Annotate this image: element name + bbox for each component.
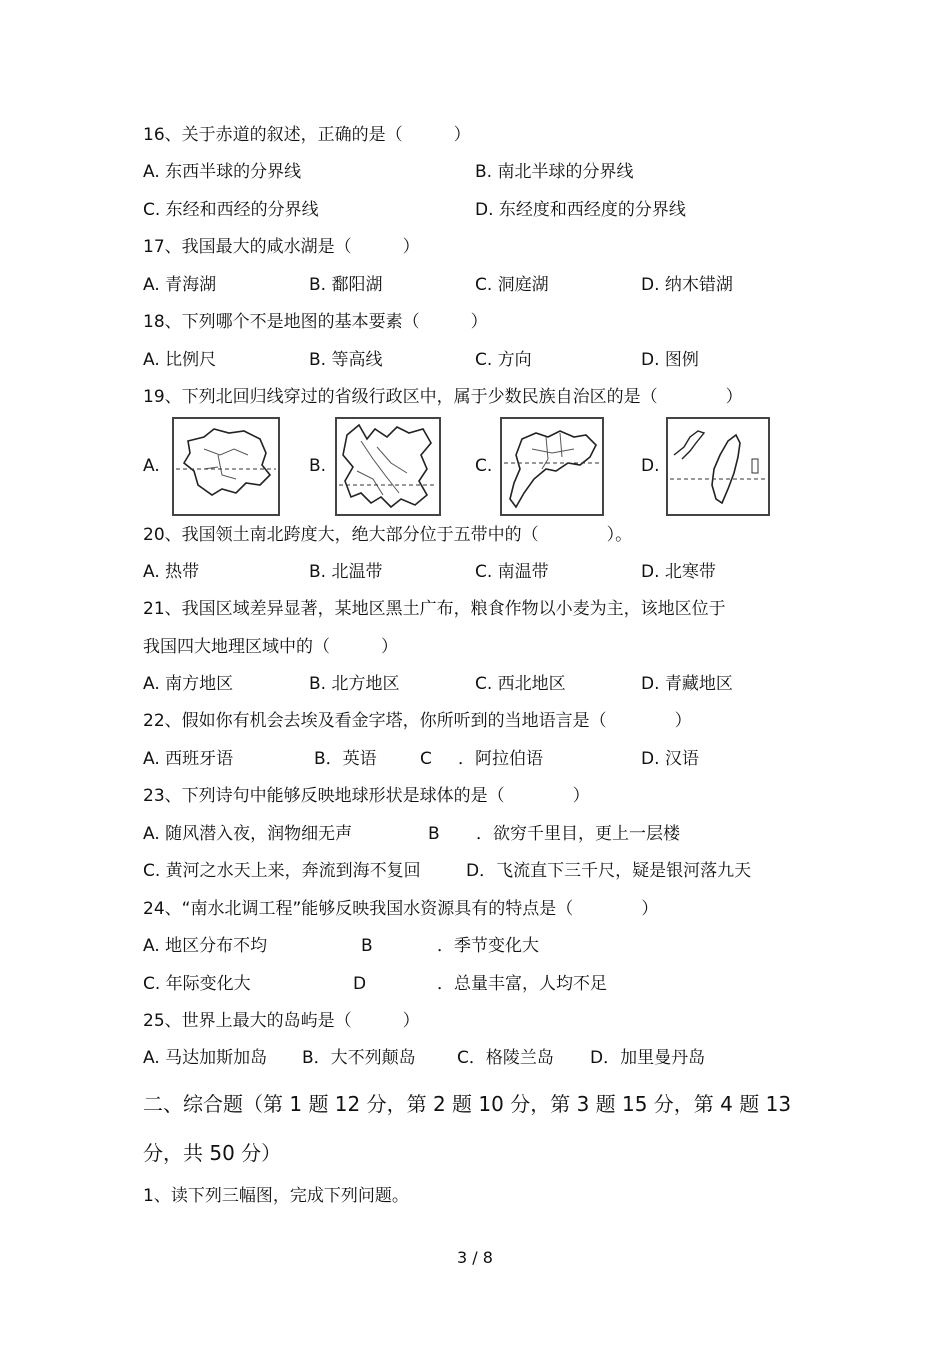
page-number: 3 / 8 bbox=[457, 1248, 493, 1267]
q19-stem: 19、下列北回归线穿过的省级行政区中，属于少数民族自治区的是（ ） bbox=[143, 387, 743, 407]
q17-option-a[interactable]: A. 青海湖 bbox=[143, 275, 217, 295]
q23-option-c[interactable]: C. 黄河之水天上来，奔流到海不复回 bbox=[143, 861, 421, 881]
q25-option-d[interactable]: D．加里曼丹岛 bbox=[590, 1048, 706, 1068]
island-map-d-icon bbox=[668, 419, 768, 514]
q24-option-d-letter[interactable]: D bbox=[353, 974, 367, 994]
q19-option-a[interactable]: A. bbox=[143, 456, 160, 476]
q23-option-b-text[interactable]: ．欲穷千里目，更上一层楼 bbox=[476, 824, 680, 844]
q19-map-c[interactable] bbox=[500, 417, 604, 516]
q22-option-b[interactable]: B．英语 bbox=[314, 749, 377, 769]
section2-heading-line1: 二、综合题（第 1 题 12 分，第 2 题 10 分，第 3 题 15 分，第 4 题 13 bbox=[143, 1092, 792, 1116]
q21-option-c[interactable]: C. 西北地区 bbox=[475, 674, 566, 694]
q23-option-b-letter[interactable]: B bbox=[428, 824, 440, 844]
q23-stem: 23、下列诗句中能够反映地球形状是球体的是（ ） bbox=[143, 786, 590, 806]
q22-stem: 22、假如你有机会去埃及看金字塔，你所听到的当地语言是（ ） bbox=[143, 711, 692, 731]
q24-option-b-text[interactable]: ．季节变化大 bbox=[437, 936, 539, 956]
q21-option-d[interactable]: D. 青藏地区 bbox=[641, 674, 733, 694]
q16-stem: 16、关于赤道的叙述，正确的是（ ） bbox=[143, 125, 471, 145]
province-map-b-icon bbox=[337, 419, 439, 514]
q17-stem: 17、我国最大的咸水湖是（ ） bbox=[143, 237, 420, 257]
q25-stem: 25、世界上最大的岛屿是（ ） bbox=[143, 1011, 420, 1031]
q17-option-b[interactable]: B. 鄱阳湖 bbox=[309, 275, 383, 295]
q18-option-b[interactable]: B. 等高线 bbox=[309, 350, 383, 370]
q24-option-d-text[interactable]: ．总量丰富，人均不足 bbox=[437, 974, 607, 994]
q24-option-c[interactable]: C. 年际变化大 bbox=[143, 974, 251, 994]
province-map-a-icon bbox=[174, 419, 278, 514]
q23-option-a[interactable]: A. 随风潜入夜，润物细无声 bbox=[143, 824, 353, 844]
q20-stem: 20、我国领土南北跨度大，绝大部分位于五带中的（ ）。 bbox=[143, 525, 633, 545]
q25-option-c[interactable]: C．格陵兰岛 bbox=[457, 1048, 554, 1068]
province-map-c-icon bbox=[502, 419, 602, 514]
q18-option-d[interactable]: D. 图例 bbox=[641, 350, 699, 370]
section2-heading-line2: 分，共 50 分） bbox=[143, 1141, 282, 1165]
q25-option-b[interactable]: B．大不列颠岛 bbox=[302, 1048, 416, 1068]
q22-option-c-text[interactable]: ．阿拉伯语 bbox=[458, 749, 543, 769]
q22-option-a[interactable]: A. 西班牙语 bbox=[143, 749, 234, 769]
q24-option-b-letter[interactable]: B bbox=[361, 936, 373, 956]
q25-option-a[interactable]: A. 马达加斯加岛 bbox=[143, 1048, 268, 1068]
q24-option-a[interactable]: A. 地区分布不均 bbox=[143, 936, 268, 956]
q24-stem: 24、“南水北调工程”能够反映我国水资源具有的特点是（ ） bbox=[143, 899, 659, 919]
q17-option-d[interactable]: D. 纳木错湖 bbox=[641, 275, 733, 295]
q22-option-c-letter[interactable]: C bbox=[420, 749, 432, 769]
q16-option-b[interactable]: B. 南北半球的分界线 bbox=[475, 162, 634, 182]
q16-option-c[interactable]: C. 东经和西经的分界线 bbox=[143, 200, 319, 220]
q20-option-b[interactable]: B. 北温带 bbox=[309, 562, 383, 582]
q16-option-a[interactable]: A. 东西半球的分界线 bbox=[143, 162, 302, 182]
q23-option-d[interactable]: D．飞流直下三千尺，疑是银河落九天 bbox=[466, 861, 752, 881]
q19-map-a[interactable] bbox=[172, 417, 280, 516]
q21-stem-line2: 我国四大地理区域中的（ ） bbox=[143, 637, 398, 657]
q21-option-b[interactable]: B. 北方地区 bbox=[309, 674, 400, 694]
q19-map-b[interactable] bbox=[335, 417, 441, 516]
q18-option-c[interactable]: C. 方向 bbox=[475, 350, 532, 370]
q18-stem: 18、下列哪个不是地图的基本要素（ ） bbox=[143, 312, 488, 332]
q17-option-c[interactable]: C. 洞庭湖 bbox=[475, 275, 549, 295]
q19-option-b[interactable]: B. bbox=[309, 456, 327, 476]
q19-option-d[interactable]: D. bbox=[641, 456, 660, 476]
q20-option-c[interactable]: C. 南温带 bbox=[475, 562, 549, 582]
q22-option-d[interactable]: D. 汉语 bbox=[641, 749, 699, 769]
q16-option-d[interactable]: D. 东经度和西经度的分界线 bbox=[475, 200, 686, 220]
q19-option-c[interactable]: C. bbox=[475, 456, 493, 476]
q20-option-a[interactable]: A. 热带 bbox=[143, 562, 200, 582]
q21-option-a[interactable]: A. 南方地区 bbox=[143, 674, 234, 694]
q20-option-d[interactable]: D. 北寒带 bbox=[641, 562, 716, 582]
s2-q1-stem: 1、读下列三幅图，完成下列问题。 bbox=[143, 1186, 409, 1206]
q21-stem-line1: 21、我国区域差异显著，某地区黑土广布，粮食作物以小麦为主，该地区位于 bbox=[143, 599, 726, 619]
q19-map-d[interactable] bbox=[666, 417, 770, 516]
q18-option-a[interactable]: A. 比例尺 bbox=[143, 350, 217, 370]
